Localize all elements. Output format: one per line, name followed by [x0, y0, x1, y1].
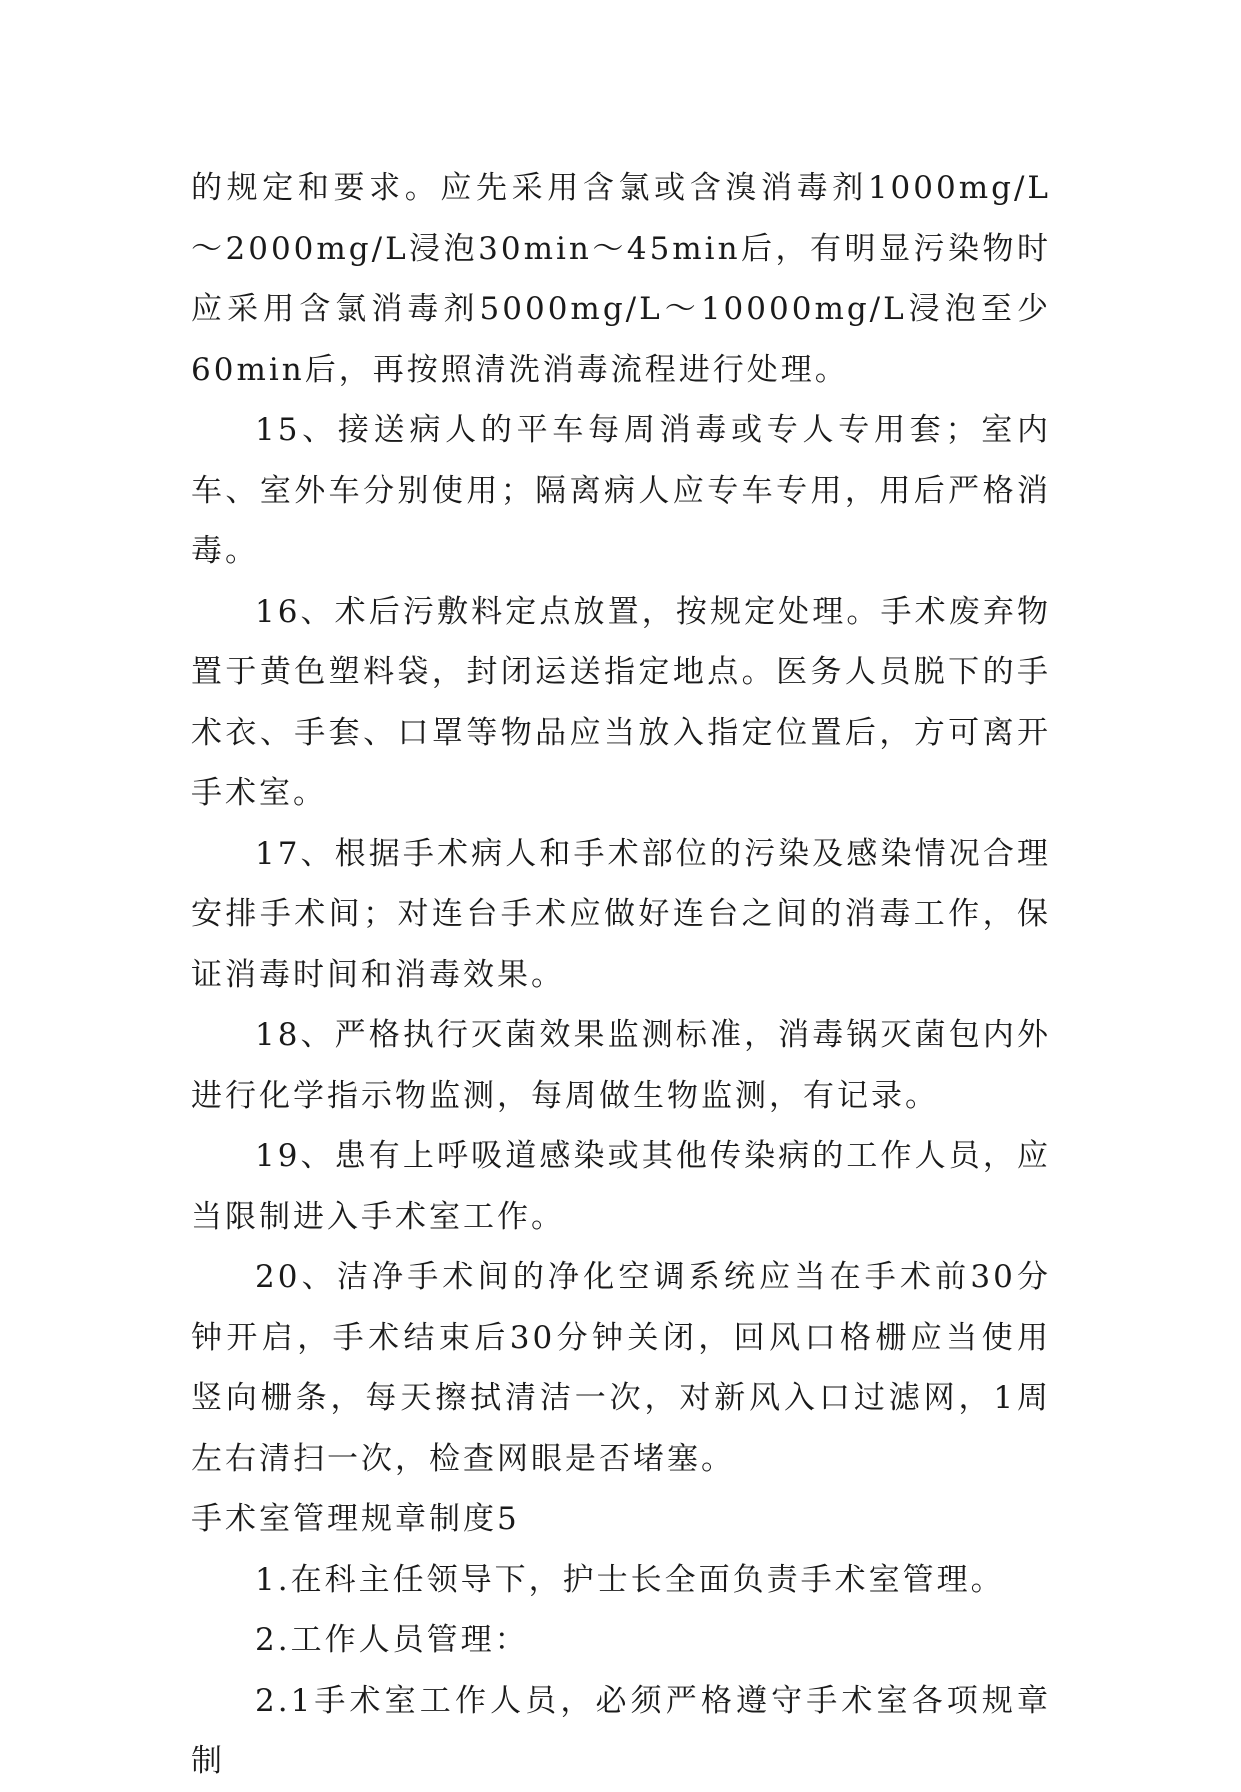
paragraph-item-18: 18、严格执行灭菌效果监测标准，消毒锅灭菌包内外进行化学指示物监测，每周做生物监测，有记录。 [191, 1017, 1051, 1114]
document-body [191, 158, 1051, 1792]
paragraph-continuation: 的规定和要求。应先采用含氯或含溴消毒剂1000mg/L～2000mg/L浸泡30min～45min后，有明显污染物时应采用含氯消毒剂5000mg/L～10000mg/L浸泡至少60min后，再按照清洗消毒流程进行处理。 [191, 170, 1051, 388]
paragraph-item-15: 15、接送病人的平车每周消毒或专人专用套；室内车、室外车分别使用；隔离病人应专车专用，用后严格消毒。 [191, 412, 1051, 569]
section-heading: 手术室管理规章制度5 [191, 1501, 520, 1537]
paragraph-item-2: 2.工作人员管理： [255, 1622, 529, 1658]
paragraph-item-2-1: 2.1手术室工作人员，必须严格遵守手术室各项规章制 [191, 1682, 1051, 1779]
paragraph-item-17: 17、根据手术病人和手术部位的污染及感染情况合理安排手术间；对连台手术应做好连台之间的消毒工作，保证消毒时间和消毒效果。 [191, 835, 1051, 993]
paragraph-item-19: 19、患有上呼吸道感染或其他传染病的工作人员，应当限制进入手术室工作。 [191, 1138, 1051, 1235]
paragraph-item-16: 16、术后污敷料定点放置，按规定处理。手术废弃物置于黄色塑料袋，封闭运送指定地点。医务人员脱下的手术衣、手套、口罩等物品应当放入指定位置后，方可离开手术室。 [191, 593, 1051, 811]
paragraph-item-20: 20、洁净手术间的净化空调系统应当在手术前30分钟开启，手术结束后30分钟关闭，回风口格栅应当使用竖向栅条，每天擦拭清洁一次，对新风入口过滤网，1周左右清扫一次，检查网眼是否堵塞。 [191, 1259, 1051, 1477]
paragraph-item-1: 1.在科主任领导下，护士长全面负责手术室管理。 [255, 1561, 1005, 1598]
